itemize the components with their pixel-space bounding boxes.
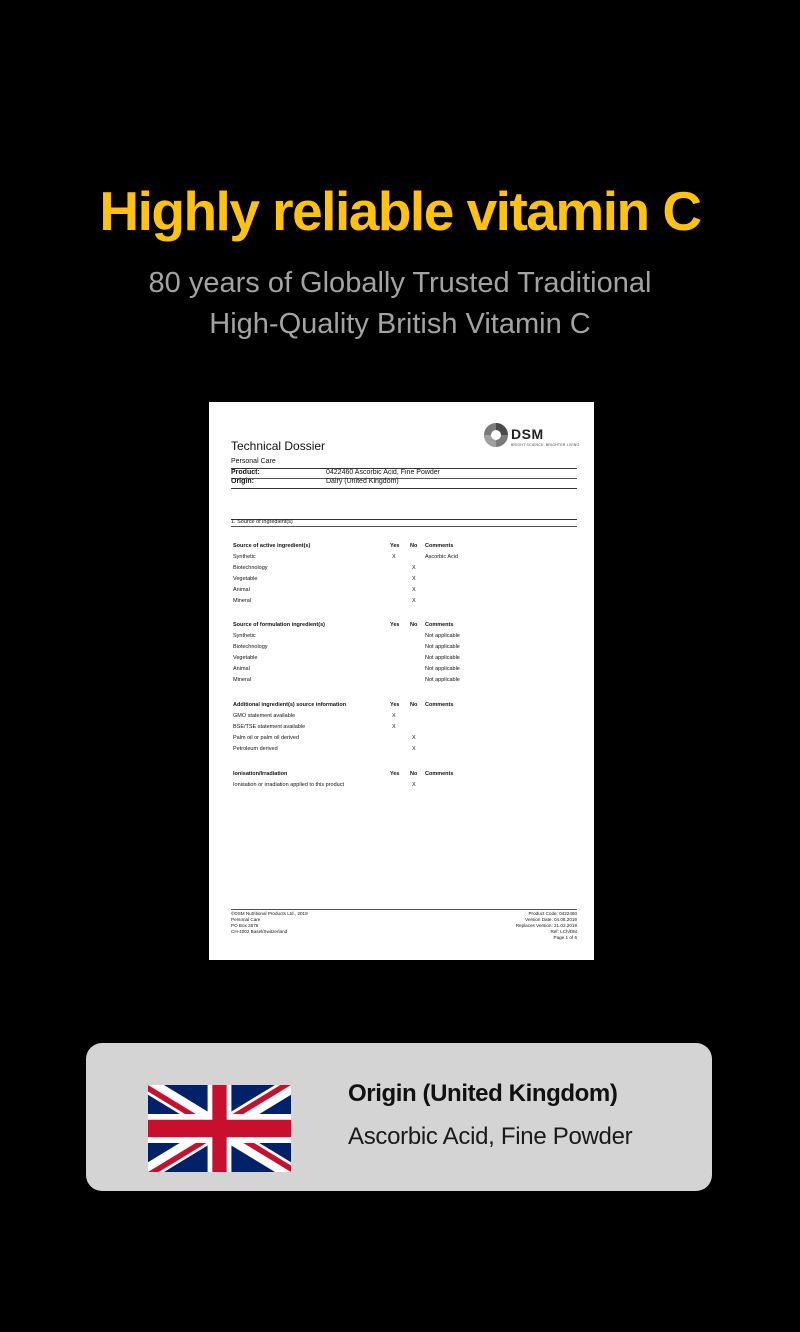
origin-card [86, 1043, 712, 1191]
row-comment: Not applicable [425, 666, 460, 672]
technical-dossier-document [209, 402, 594, 960]
row-no: X [412, 576, 416, 582]
origin-label: Origin: [231, 478, 254, 485]
footer-right-line: Version Date: 04.06.2019 [525, 917, 577, 922]
row-label: Biotechnology [233, 644, 268, 650]
row-label: Ionisation or irradiation applied to this product [233, 782, 344, 788]
row-label: BSE/TSE statement available [233, 724, 306, 730]
col-yes: Yes [390, 622, 400, 628]
col-no: No [410, 771, 418, 777]
doc-rule [231, 478, 577, 479]
group-heading: Ionisation/Irradiation [233, 771, 288, 777]
footer-left-line: Personal Care [231, 917, 261, 922]
row-label: Petroleum derived [233, 746, 278, 752]
section-title: 1. Source of ingredient(s) [231, 519, 293, 525]
col-comments: Comments [425, 543, 454, 549]
row-no: X [412, 746, 416, 752]
row-label: Mineral [233, 598, 252, 604]
origin-subtitle: Ascorbic Acid, Fine Powder [348, 1123, 633, 1150]
footer-right-line: Product Code: 0422460 [528, 911, 577, 916]
row-no: X [412, 735, 416, 741]
subtitle-line-2: High-Quality British Vitamin C [209, 308, 591, 340]
origin-title: Origin (United Kingdom) [348, 1080, 618, 1107]
subtitle-line-1: 80 years of Globally Trusted Traditional [148, 267, 652, 299]
logo-tagline: BRIGHT SCIENCE. BRIGHTER LIVING. [511, 443, 581, 447]
row-label: Vegetable [233, 576, 258, 582]
row-label: Mineral [233, 677, 252, 683]
row-yes: X [392, 554, 396, 560]
group-heading: Source of formulation ingredient(s) [233, 622, 325, 628]
doc-category: Personal Care [231, 458, 276, 465]
doc-title: Technical Dossier [231, 439, 326, 453]
row-yes: X [392, 713, 396, 719]
row-no: X [412, 565, 416, 571]
footer-left-line: ©DSM Nutritional Products Ltd., 2019 [231, 911, 308, 916]
col-yes: Yes [390, 771, 400, 777]
row-label: Synthetic [233, 554, 256, 560]
col-comments: Comments [425, 771, 454, 777]
row-comment: Ascorbic Acid [425, 554, 459, 560]
col-no: No [410, 543, 418, 549]
row-no: X [412, 587, 416, 593]
doc-rule [231, 526, 577, 527]
footer-rule [231, 909, 577, 910]
col-comments: Comments [425, 622, 454, 628]
row-comment: Not applicable [425, 655, 460, 661]
group-heading: Additional ingredient(s) source information [233, 702, 347, 708]
row-label: Animal [233, 587, 250, 593]
footer-left-line: PO Box 2676 [231, 923, 259, 928]
row-comment: Not applicable [425, 677, 460, 683]
row-label: Palm oil or palm oil derived [233, 735, 300, 741]
row-label: Animal [233, 666, 250, 672]
origin-value: Dalry (United Kingdom) [326, 478, 399, 485]
row-yes: X [392, 724, 396, 730]
headline: Highly reliable vitamin C [99, 180, 701, 242]
footer-right-line: Page 1 of 6 [553, 935, 577, 940]
row-comment: Not applicable [425, 644, 460, 650]
col-yes: Yes [390, 702, 400, 708]
col-no: No [410, 622, 418, 628]
row-label: GMO statement available [233, 713, 296, 719]
row-label: Biotechnology [233, 565, 268, 571]
col-no: No [410, 702, 418, 708]
row-comment: Not applicable [425, 633, 460, 639]
col-comments: Comments [425, 702, 454, 708]
group-heading: Source of active ingredient(s) [233, 543, 311, 549]
footer-right-line: Replaces Version: 21.02.2019 [515, 923, 577, 928]
doc-rule [231, 488, 577, 489]
row-label: Vegetable [233, 655, 258, 661]
uk-flag-icon [148, 1085, 291, 1172]
col-yes: Yes [390, 543, 400, 549]
footer-left-line: CH-4002 Basel/Switzerland [231, 929, 288, 934]
row-label: Synthetic [233, 633, 256, 639]
product-value: 0422460 Ascorbic Acid, Fine Powder [326, 469, 441, 476]
row-no: X [412, 782, 416, 788]
product-label: Product: [231, 469, 260, 476]
row-no: X [412, 598, 416, 604]
logo-wordmark: DSM [511, 426, 544, 442]
footer-right-line: Ref: LCh/DM [550, 929, 577, 934]
